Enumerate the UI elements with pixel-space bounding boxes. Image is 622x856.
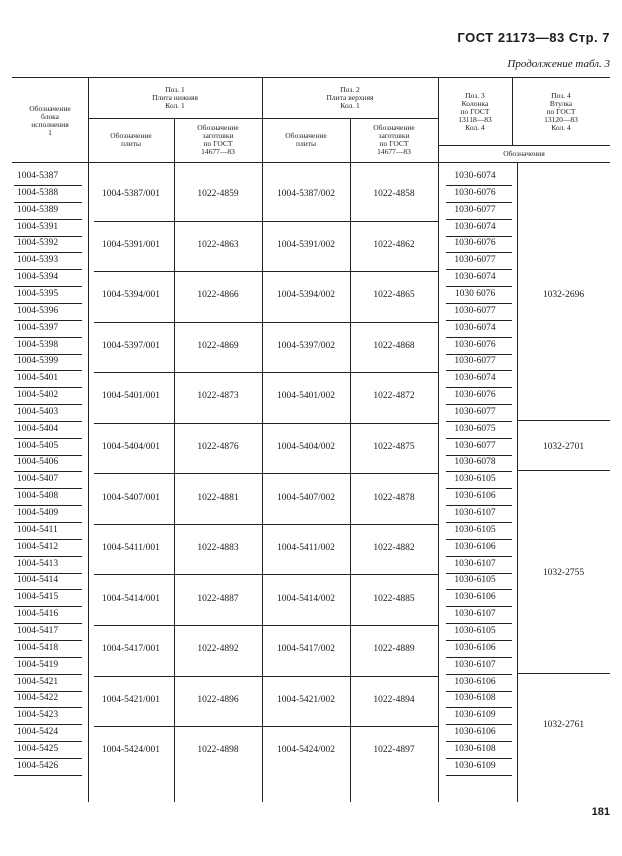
column-designation-cell: 1030-6106 (454, 727, 496, 738)
upper-blank-cell: 1022-4865 (373, 290, 415, 301)
column-designation-cell: 1030-6107 (454, 659, 496, 670)
column-designation-cell: 1030-6075 (454, 423, 496, 434)
upper-blank-cell: 1022-4878 (373, 492, 415, 503)
row-underline (14, 455, 82, 456)
row-underline (14, 471, 82, 472)
upper-blank-cell: 1022-4889 (373, 644, 415, 655)
block-designation-cell: 1004-5426 (17, 760, 59, 771)
block-designation-cell: 1004-5421 (17, 676, 59, 687)
row-underline (14, 337, 82, 338)
header-divider (88, 118, 438, 119)
row-underline (14, 707, 82, 708)
header-divider (438, 145, 610, 146)
header-pos1-plate: Обозначение плиты (110, 131, 152, 148)
upper-blank-cell: 1022-4858 (373, 189, 415, 200)
row-underline (14, 573, 82, 574)
lower-blank-cell: 1022-4863 (197, 239, 239, 250)
block-designation-cell: 1004-5392 (17, 238, 59, 249)
row-underline (446, 589, 512, 590)
upper-plate-cell: 1004-5387/002 (276, 189, 336, 200)
block-designation-cell: 1004-5419 (17, 659, 59, 670)
header-pos2-blank: Обозначение заготовки по ГОСТ 14677—83 (373, 123, 415, 156)
row-underline (14, 775, 82, 776)
group-divider (94, 322, 438, 323)
header-pos2: Поз. 2 Плита верхняя Кол. 1 (326, 85, 374, 110)
row-underline (14, 758, 82, 759)
row-underline (14, 438, 82, 439)
block-designation-cell: 1004-5395 (17, 288, 59, 299)
row-underline (446, 354, 512, 355)
column-designation-cell: 1030-6076 (454, 390, 496, 401)
bushing-divider (517, 470, 610, 471)
row-underline (446, 606, 512, 607)
row-underline (446, 438, 512, 439)
upper-plate-cell: 1004-5417/002 (276, 644, 336, 655)
block-designation-cell: 1004-5411 (17, 524, 58, 535)
column-designation-cell: 1030-6077 (454, 440, 496, 451)
lower-plate-cell: 1004-5391/001 (101, 239, 161, 250)
row-underline (446, 573, 512, 574)
block-designation-cell: 1004-5389 (17, 204, 59, 215)
header-bottom-border (12, 162, 610, 163)
group-divider (94, 372, 438, 373)
block-designation-cell: 1004-5387 (17, 171, 59, 181)
bushing-divider (517, 673, 610, 674)
header-pos1: Поз. 1 Плита нижняя Кол. 1 (152, 85, 198, 110)
row-underline (14, 404, 82, 405)
column-designation-cell: 1030-6105 (454, 625, 496, 636)
page-title: ГОСТ 21173—83 Стр. 7 (457, 30, 610, 45)
block-designation-cell: 1004-5407 (17, 474, 59, 485)
column-designation-cell: 1030-6074 (454, 171, 496, 181)
lower-blank-cell: 1022-4873 (197, 391, 239, 402)
group-divider (94, 676, 438, 677)
lower-plate-cell: 1004-5404/001 (101, 442, 161, 453)
lower-plate-cell: 1004-5397/001 (101, 340, 161, 351)
row-underline (446, 488, 512, 489)
block-designation-cell: 1004-5393 (17, 255, 59, 266)
lower-blank-cell: 1022-4887 (197, 593, 239, 604)
row-underline (446, 724, 512, 725)
block-designation-cell: 1004-5397 (17, 322, 59, 333)
column-divider (88, 77, 89, 802)
row-underline (14, 354, 82, 355)
row-underline (14, 320, 82, 321)
row-underline (14, 185, 82, 186)
block-designation-cell: 1004-5391 (17, 221, 59, 232)
row-underline (14, 370, 82, 371)
column-designation-cell: 1030-6074 (454, 221, 496, 232)
table-top-border (12, 77, 610, 78)
header-pos1-blank: Обозначение заготовки по ГОСТ 14677—83 (197, 123, 239, 156)
block-designation-cell: 1004-5396 (17, 305, 59, 316)
lower-plate-cell: 1004-5421/001 (101, 694, 161, 705)
upper-blank-cell: 1022-4897 (373, 745, 415, 756)
block-designation-cell: 1004-5398 (17, 339, 59, 350)
lower-plate-cell: 1004-5414/001 (101, 593, 161, 604)
upper-plate-cell: 1004-5397/002 (276, 340, 336, 351)
column-divider (517, 162, 518, 802)
row-underline (14, 303, 82, 304)
column-designation-cell: 1030-6078 (454, 457, 496, 468)
row-underline (14, 623, 82, 624)
upper-plate-cell: 1004-5421/002 (276, 694, 336, 705)
block-designation-cell: 1004-5422 (17, 693, 59, 704)
row-underline (446, 758, 512, 759)
row-underline (446, 387, 512, 388)
block-designation-cell: 1004-5417 (17, 625, 59, 636)
lower-blank-cell: 1022-4892 (197, 644, 239, 655)
row-underline (446, 741, 512, 742)
group-divider (94, 473, 438, 474)
upper-plate-cell: 1004-5391/002 (276, 239, 336, 250)
header-pos2-plate: Обозначение плиты (285, 131, 327, 148)
block-designation-cell: 1004-5401 (17, 373, 59, 384)
row-underline (446, 370, 512, 371)
row-underline (446, 320, 512, 321)
block-designation-cell: 1004-5404 (17, 423, 59, 434)
column-designation-cell: 1030-6077 (454, 204, 496, 215)
lower-blank-cell: 1022-4876 (197, 442, 239, 453)
bushing-cell: 1032-2696 (542, 290, 585, 301)
row-underline (14, 606, 82, 607)
column-designation-cell: 1030-6105 (454, 474, 496, 485)
row-underline (14, 252, 82, 253)
upper-plate-cell: 1004-5424/002 (276, 745, 336, 756)
row-underline (446, 471, 512, 472)
row-underline (446, 674, 512, 675)
row-underline (446, 269, 512, 270)
row-underline (14, 674, 82, 675)
upper-plate-cell: 1004-5414/002 (276, 593, 336, 604)
group-divider (94, 574, 438, 575)
group-divider (94, 625, 438, 626)
row-underline (14, 202, 82, 203)
row-underline (446, 455, 512, 456)
bushing-divider (517, 420, 610, 421)
lower-blank-cell: 1022-4898 (197, 745, 239, 756)
column-designation-cell: 1030-6106 (454, 491, 496, 502)
bushing-cell: 1032-2755 (542, 568, 585, 579)
block-designation-cell: 1004-5405 (17, 440, 59, 451)
lower-plate-cell: 1004-5401/001 (101, 391, 161, 402)
row-underline (446, 404, 512, 405)
column-designation-cell: 1030-6105 (454, 524, 496, 535)
group-divider (94, 726, 438, 727)
upper-plate-cell: 1004-5411/002 (277, 543, 335, 554)
column-designation-cell: 1030-6107 (454, 508, 496, 518)
row-underline (446, 623, 512, 624)
block-designation-cell: 1004-5409 (17, 508, 59, 518)
column-designation-cell: 1030-6108 (454, 693, 496, 704)
block-designation-cell: 1004-5412 (17, 541, 59, 552)
row-underline (446, 522, 512, 523)
header-pos4: Поз. 4 Втулка по ГОСТ 13120—83 Кол. 4 (544, 91, 578, 132)
row-underline (14, 219, 82, 220)
column-designation-cell: 1030-6106 (454, 642, 496, 653)
row-underline (14, 589, 82, 590)
row-underline (14, 387, 82, 388)
row-underline (446, 185, 512, 186)
lower-plate-cell: 1004-5424/001 (101, 745, 161, 756)
column-designation-cell: 1030-6106 (454, 676, 496, 687)
row-underline (14, 505, 82, 506)
upper-plate-cell: 1004-5404/002 (276, 442, 336, 453)
row-underline (14, 691, 82, 692)
block-designation-cell: 1004-5413 (17, 558, 59, 569)
group-divider (94, 524, 438, 525)
row-underline (446, 539, 512, 540)
lower-blank-cell: 1022-4883 (197, 543, 239, 554)
column-designation-cell: 1030-6105 (454, 575, 496, 586)
row-underline (14, 286, 82, 287)
column-designation-cell: 1030-6074 (454, 373, 496, 384)
bushing-cell: 1032-2761 (542, 720, 585, 731)
row-underline (14, 269, 82, 270)
lower-blank-cell: 1022-4881 (197, 492, 239, 503)
row-underline (14, 421, 82, 422)
block-designation-cell: 1004-5416 (17, 609, 59, 620)
upper-plate-cell: 1004-5394/002 (276, 290, 336, 301)
column-designation-cell: 1030-6076 (454, 187, 496, 198)
column-designation-cell: 1030-6108 (454, 743, 496, 754)
group-divider (94, 423, 438, 424)
lower-plate-cell: 1004-5407/001 (101, 492, 161, 503)
row-underline (446, 691, 512, 692)
page-number: 181 (591, 806, 610, 818)
column-designation-cell: 1030 6076 (454, 288, 496, 299)
row-underline (446, 775, 512, 776)
lower-blank-cell: 1022-4866 (197, 290, 239, 301)
column-designation-cell: 1030-6109 (454, 710, 496, 721)
row-underline (446, 303, 512, 304)
row-underline (446, 337, 512, 338)
row-underline (446, 556, 512, 557)
column-designation-cell: 1030-6109 (454, 760, 496, 771)
row-underline (14, 724, 82, 725)
upper-blank-cell: 1022-4872 (373, 391, 415, 402)
upper-blank-cell: 1022-4875 (373, 442, 415, 453)
row-underline (14, 488, 82, 489)
row-underline (14, 539, 82, 540)
row-underline (446, 421, 512, 422)
row-underline (14, 657, 82, 658)
column-designation-cell: 1030-6077 (454, 305, 496, 316)
lower-blank-cell: 1022-4896 (197, 694, 239, 705)
header-block-designation: Обозначение блока исполнения 1 (29, 104, 71, 137)
upper-blank-cell: 1022-4885 (373, 593, 415, 604)
block-designation-cell: 1004-5408 (17, 491, 59, 502)
row-underline (446, 202, 512, 203)
upper-plate-cell: 1004-5407/002 (276, 492, 336, 503)
row-underline (446, 252, 512, 253)
bushing-cell: 1032-2701 (542, 442, 585, 453)
block-designation-cell: 1004-5403 (17, 406, 59, 417)
table-continuation-label: Продолжение табл. 3 (507, 58, 610, 70)
upper-blank-cell: 1022-4882 (373, 543, 415, 554)
block-designation-cell: 1004-5424 (17, 727, 59, 738)
row-underline (446, 286, 512, 287)
group-divider (94, 221, 438, 222)
column-designation-cell: 1030-6077 (454, 255, 496, 266)
column-designation-cell: 1030-6074 (454, 272, 496, 283)
column-designation-cell: 1030-6107 (454, 609, 496, 620)
row-underline (446, 219, 512, 220)
upper-blank-cell: 1022-4862 (373, 239, 415, 250)
row-underline (446, 657, 512, 658)
row-underline (14, 741, 82, 742)
lower-plate-cell: 1004-5411/001 (102, 543, 160, 554)
block-designation-cell: 1004-5415 (17, 592, 59, 603)
block-designation-cell: 1004-5423 (17, 710, 59, 721)
upper-blank-cell: 1022-4868 (373, 340, 415, 351)
row-underline (14, 522, 82, 523)
column-designation-cell: 1030-6076 (454, 339, 496, 350)
column-designation-cell: 1030-6106 (454, 541, 496, 552)
block-designation-cell: 1004-5402 (17, 390, 59, 401)
row-underline (446, 640, 512, 641)
column-designation-cell: 1030-6077 (454, 406, 496, 417)
row-underline (14, 556, 82, 557)
lower-blank-cell: 1022-4869 (197, 340, 239, 351)
block-designation-cell: 1004-5399 (17, 356, 59, 367)
row-underline (446, 236, 512, 237)
upper-blank-cell: 1022-4894 (373, 694, 415, 705)
column-designation-cell: 1030-6107 (454, 558, 496, 569)
column-designation-cell: 1030-6106 (454, 592, 496, 603)
lower-plate-cell: 1004-5387/001 (101, 189, 161, 200)
header-pos3: Поз. 3 Колонка по ГОСТ 13118—83 Кол. 4 (458, 91, 492, 132)
row-underline (14, 236, 82, 237)
column-designation-cell: 1030-6074 (454, 322, 496, 333)
group-divider (94, 271, 438, 272)
row-underline (14, 640, 82, 641)
row-underline (446, 505, 512, 506)
lower-plate-cell: 1004-5417/001 (101, 644, 161, 655)
block-designation-cell: 1004-5418 (17, 642, 59, 653)
column-divider (262, 77, 263, 802)
block-designation-cell: 1004-5425 (17, 743, 59, 754)
upper-plate-cell: 1004-5401/002 (276, 391, 336, 402)
block-designation-cell: 1004-5414 (17, 575, 59, 586)
column-designation-cell: 1030-6076 (454, 238, 496, 249)
block-designation-cell: 1004-5388 (17, 187, 59, 198)
header-designations: Обозначения (503, 149, 545, 158)
row-underline (446, 707, 512, 708)
block-designation-cell: 1004-5406 (17, 457, 59, 468)
column-designation-cell: 1030-6077 (454, 356, 496, 367)
block-designation-cell: 1004-5394 (17, 272, 59, 283)
lower-blank-cell: 1022-4859 (197, 189, 239, 200)
lower-plate-cell: 1004-5394/001 (101, 290, 161, 301)
